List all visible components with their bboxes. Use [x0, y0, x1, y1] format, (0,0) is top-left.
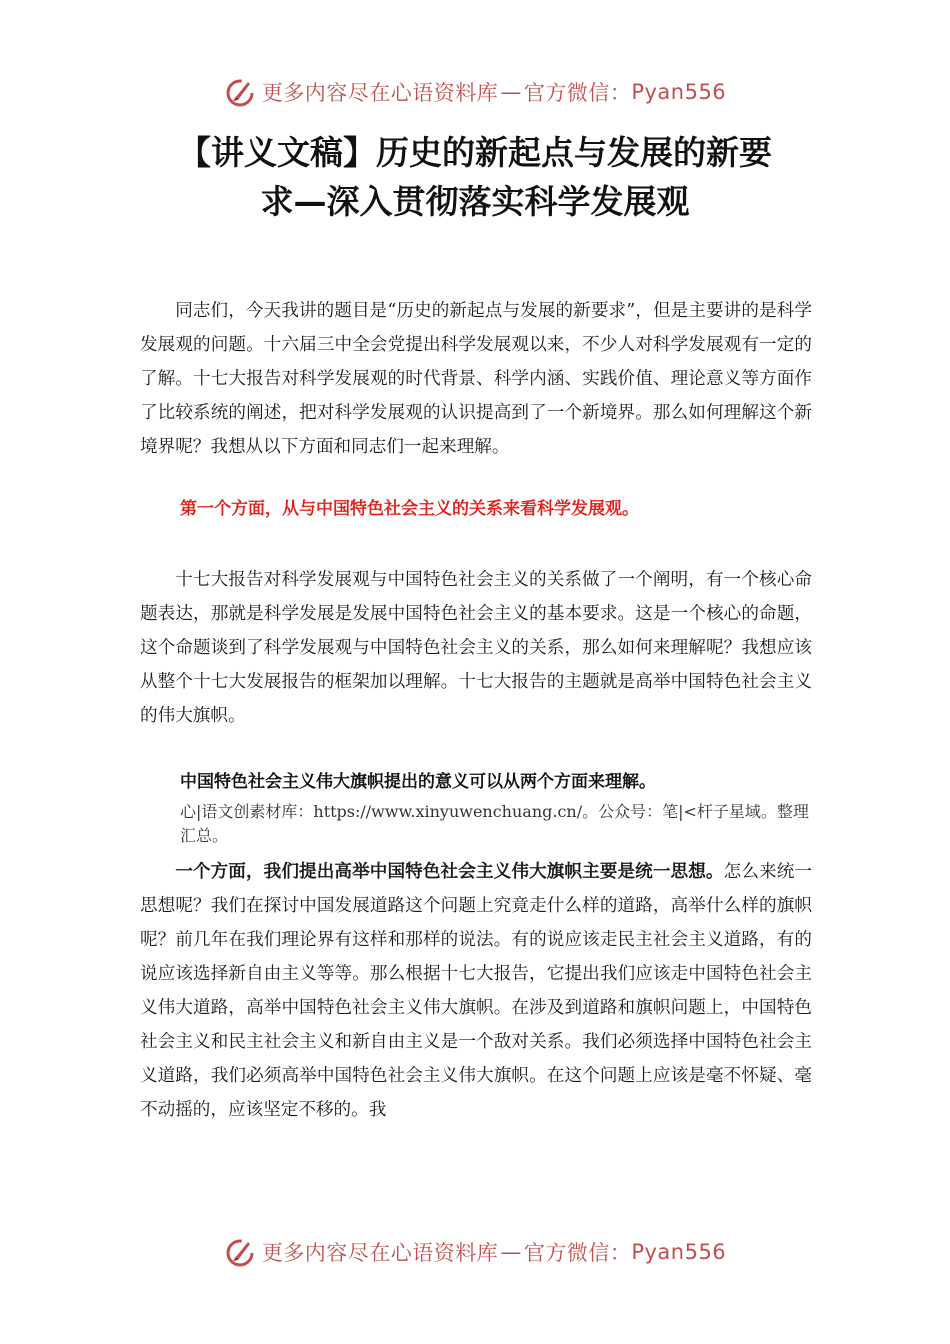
- banner-dash: —: [500, 80, 522, 104]
- title-line-2: 求—深入贯彻落实科学发展观: [260, 182, 690, 221]
- banner-wechat-id: Pyan556: [631, 1240, 727, 1264]
- banner-text: 更多内容尽在心语资料库: [261, 81, 499, 105]
- banner-dash: —: [500, 1240, 522, 1264]
- footer-banner: [0, 1232, 950, 1272]
- point-1-lead: 一个方面，我们提出高举中国特色社会主义伟大旗帜主要是统一思想。: [175, 862, 724, 882]
- source-note: 心|语文创素材库：https://www.xinyuwenchuang.cn/。公众号：笔|<杆子星域。整理汇总。: [180, 802, 809, 845]
- section-1-paragraph: 十七大报告对科学发展观与中国特色社会主义的关系做了一个阐明，有一个核心命题表达，那就是科学发展是发展中国特色社会主义的基本要求。这是一个核心的命题，这个命题谈到了科学发展观与中国特色社会主义的关系，那么如何来理解呢？我想应该从整个十七大发展报告的框架加以理解。十七大报告的主题就是高举中国特色社会主义的伟大旗帜。: [140, 570, 812, 726]
- banner-wechat-id: Pyan556: [631, 80, 727, 104]
- document-title: [150, 128, 800, 226]
- point-1-paragraph: [140, 855, 812, 1127]
- point-1-body: 怎么来统一思想呢？我们在探讨中国发展道路这个问题上究竟走什么样的道路，高举什么样的旗帜呢？前几年在我们理论界有这样和那样的说法。有的说应该走民主社会主义道路，有的说应该选择新自由主义等等。那么根据十七大报告，它提出我们应该走中国特色社会主义伟大道路，高举中国特色社会主义伟大旗帜。在涉及到道路和旗帜问题上，中国特色社会主义和民主社会主义和新自由主义是一个敌对关系。我们必须选择中国特色社会主义道路，我们必须高举中国特色社会主义伟大旗帜。在这个问题上应该是毫不怀疑、毫不动摇的，应该坚定不移的。我: [140, 862, 812, 1120]
- intro-paragraph: 同志们，今天我讲的题目是“历史的新起点与发展的新要求”，但是主要讲的是科学发展观的问题。十六届三中全会党提出科学发展观以来，不少人对科学发展观有一定的了解。十七大报告对科学发展观的时代背景、科学内涵、实践价值、理论意义等方面作了比较系统的阐述，把对科学发展观的认识提高到了一个新境界。那么如何理解这个新境界呢？我想从以下方面和同志们一起来理解。: [140, 301, 812, 457]
- section-1-heading: 第一个方面，从与中国特色社会主义的关系来看科学发展观。: [180, 499, 639, 519]
- brush-pen-logo-icon: [224, 1236, 256, 1268]
- banner-official: 官方微信：: [523, 81, 632, 105]
- title-line-1: 【讲义文稿】历史的新起点与发展的新要: [178, 133, 772, 172]
- subheading: 中国特色社会主义伟大旗帜提出的意义可以从两个方面来理解。: [180, 772, 656, 792]
- banner-text: 更多内容尽在心语资料库: [261, 1241, 499, 1265]
- banner-official: 官方微信：: [523, 1241, 632, 1265]
- header-banner: [0, 72, 950, 112]
- brush-pen-logo-icon: [224, 76, 256, 108]
